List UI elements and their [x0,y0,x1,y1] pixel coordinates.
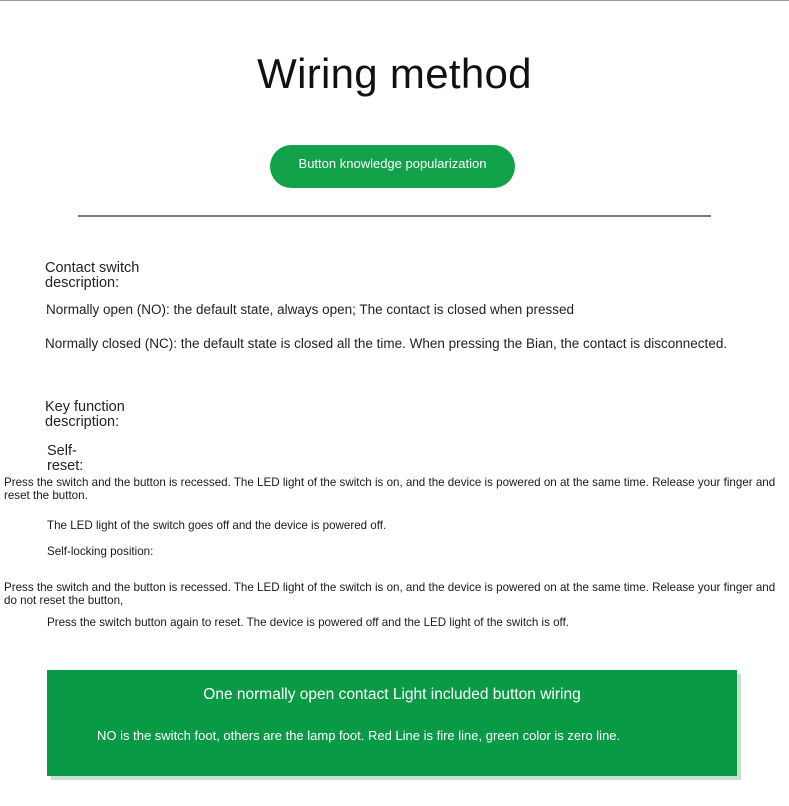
self-reset-power-off-text: The LED light of the switch goes off and the device is powered off. [47,519,387,532]
self-reset-label: Self-reset: [47,443,84,474]
banner-text: NO is the switch foot, others are the lamp foot. Red Line is fire line, green color is zero line. [97,728,621,743]
contact-switch-heading: Contact switch description: [45,260,140,291]
self-locking-label: Self-locking position: [47,545,154,558]
self-reset-description: Press the switch and the button is recessed. The LED light of the switch is on, and the device is powered on at the same time. Release your finger and reset the button. [4,476,776,502]
page-title: Wiring method [257,50,532,97]
section-divider [78,215,711,217]
top-border [0,0,789,1]
normally-open-text: Normally open (NO): the default state, always open; The contact is closed when pressed [46,302,575,317]
banner-title: One normally open contact Light included button wiring [203,686,581,703]
self-locking-reset-text: Press the switch button again to reset. The device is powered off and the LED light of the switch is off. [47,616,570,629]
normally-closed-text: Normally closed (NC): the default state is closed all the time. When pressing the Bian, the contact is disconnected. [45,336,728,351]
key-function-heading: Key function description: [45,399,125,430]
wiring-banner [47,670,737,776]
self-locking-description: Press the switch and the button is recessed. The LED light of the switch is on, and the device is powered on at the same time. Release your finger and do not reset the button, [4,581,776,607]
button-knowledge-pill[interactable]: Button knowledge popularization [270,145,515,188]
